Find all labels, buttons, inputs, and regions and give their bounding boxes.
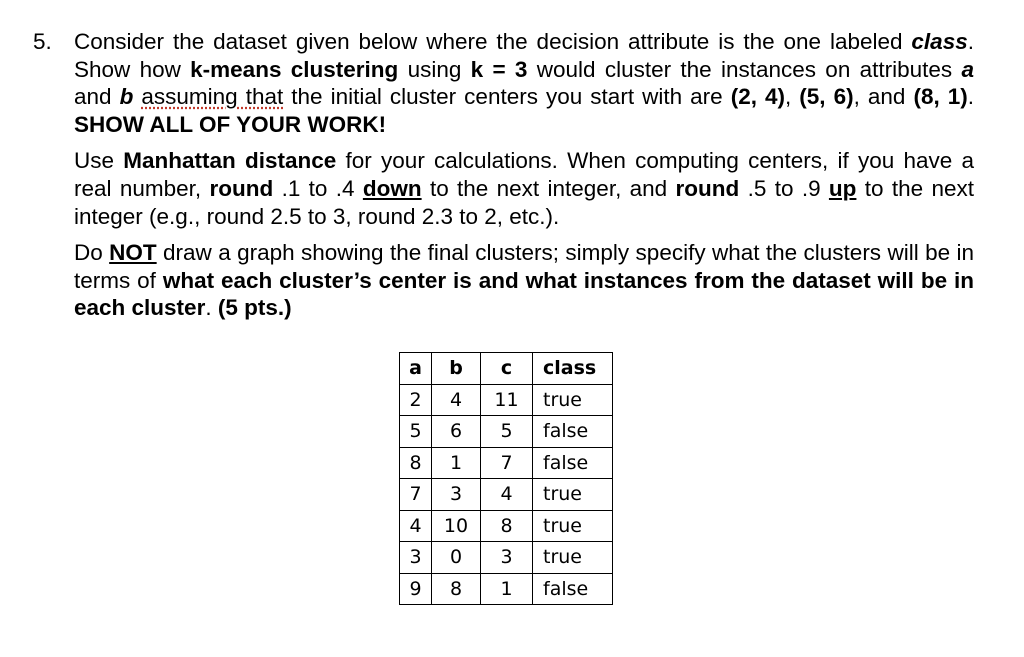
text-run-show-work: SHOW ALL OF YOUR WORK! — [74, 111, 387, 137]
text-run-attr-b: b — [119, 84, 134, 110]
table-row — [400, 479, 613, 511]
cell-b: 10 — [432, 510, 481, 542]
text-run: and — [74, 84, 120, 110]
cell-a: 3 — [400, 542, 432, 574]
cell-a: 5 — [400, 416, 432, 448]
cell-a: 8 — [400, 447, 432, 479]
text-run: Do — [74, 240, 110, 266]
cell-class: true — [533, 479, 613, 511]
dataset-table — [399, 352, 613, 605]
text-run: draw a graph showing the final clusters; simply specify what the clusters will be in terms of — [74, 240, 974, 293]
text-run-round: round — [675, 175, 740, 201]
cell-class: true — [533, 542, 613, 574]
text-run: for your calculations. When computing centers, if you have a real number, — [74, 148, 975, 201]
question-paragraph-2 — [74, 147, 974, 230]
text-run-grammar-flag: assuming that — [141, 84, 284, 110]
cell-class: true — [533, 510, 613, 542]
text-run-center-1: (2, 4) — [730, 84, 785, 110]
cell-c: 11 — [481, 384, 533, 416]
text-run: .1 to .4 — [273, 175, 363, 201]
table-row — [400, 384, 613, 416]
header-c: c — [481, 353, 533, 385]
question-paragraph-3 — [74, 239, 974, 322]
text-run-attr-a: a — [961, 56, 974, 82]
text-run-center-3: (8, 1) — [913, 84, 968, 110]
cell-c: 4 — [481, 479, 533, 511]
cell-c: 5 — [481, 416, 533, 448]
table-row — [400, 573, 613, 605]
table-row — [400, 447, 613, 479]
cell-c: 1 — [481, 573, 533, 605]
text-run-down: down — [362, 175, 422, 201]
cell-a: 2 — [400, 384, 432, 416]
cell-b: 1 — [432, 447, 481, 479]
text-run-k-value: k = 3 — [470, 56, 528, 82]
text-run: . — [967, 84, 975, 110]
text-run-points: (5 pts.) — [217, 295, 292, 321]
text-run-class-term: class — [911, 29, 968, 54]
cell-b: 3 — [432, 479, 481, 511]
cell-b: 8 — [432, 573, 481, 605]
question-paragraph-1 — [74, 28, 974, 138]
table-row — [400, 416, 613, 448]
cell-c: 3 — [481, 542, 533, 574]
text-run: . — [205, 295, 218, 321]
text-run: , and — [853, 84, 914, 110]
cell-c: 8 — [481, 510, 533, 542]
cell-c: 7 — [481, 447, 533, 479]
text-run: the initial cluster centers you start with are — [283, 84, 731, 110]
text-run: , — [785, 84, 800, 110]
cell-a: 9 — [400, 573, 432, 605]
text-run-manhattan: Manhattan distance — [123, 148, 337, 174]
text-run-up: up — [828, 175, 857, 201]
cell-b: 0 — [432, 542, 481, 574]
text-run-kmeans: k-means clustering — [190, 56, 399, 82]
question-number: 5. — [33, 29, 52, 54]
question-body — [74, 28, 974, 322]
cell-class: false — [533, 447, 613, 479]
cell-b: 6 — [432, 416, 481, 448]
cell-a: 7 — [400, 479, 432, 511]
cell-a: 4 — [400, 510, 432, 542]
text-run: Consider the dataset given below where the decision attribute is the one labeled — [74, 29, 912, 54]
table-header-row — [400, 353, 613, 385]
cell-b: 4 — [432, 384, 481, 416]
header-b: b — [432, 353, 481, 385]
cell-class: true — [533, 384, 613, 416]
text-run: . Show how — [74, 29, 974, 82]
table-row — [400, 510, 613, 542]
text-run: to the next integer, and — [421, 175, 676, 201]
text-run: using — [398, 56, 471, 82]
text-run-not: NOT — [109, 240, 157, 266]
text-run: would cluster the instances on attributes — [527, 56, 962, 82]
header-class: class — [533, 353, 613, 385]
text-run: Use — [74, 148, 124, 174]
text-run: to the next integer (e.g., round 2.5 to 3, round 2.3 to 2, etc.). — [74, 175, 974, 229]
text-run-center-2: (5, 6) — [799, 84, 854, 110]
cell-class: false — [533, 416, 613, 448]
text-run-round: round — [209, 175, 274, 201]
header-a: a — [400, 353, 432, 385]
table-row — [400, 542, 613, 574]
text-run-cluster-spec: what each cluster’s center is and what instances from the dataset will be in each cluster — [74, 267, 974, 321]
cell-class: false — [533, 573, 613, 605]
text-run: .5 to .9 — [739, 175, 829, 201]
